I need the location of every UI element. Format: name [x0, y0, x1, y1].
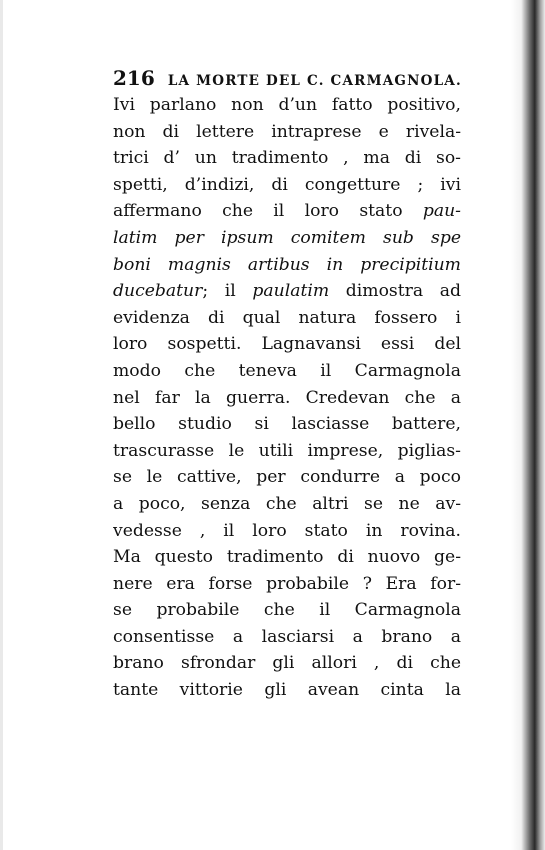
body-text — [113, 92, 461, 704]
text-segment: Ivi parlano non d’un fatto positivo, — [113, 95, 461, 115]
text-line — [113, 252, 461, 279]
text-line — [113, 225, 461, 252]
text-line — [113, 518, 461, 545]
text-segment: tante vittorie gli avean cinta la — [113, 680, 461, 701]
italic-text: paulatim — [252, 281, 330, 302]
text-segment: ; il — [202, 281, 253, 302]
italic-text: pau- — [422, 201, 461, 222]
text-line — [113, 597, 461, 624]
text-segment: evidenza di qual natura fossero i — [113, 307, 461, 328]
text-segment: bello studio si lasciasse battere, — [113, 414, 461, 435]
text-segment: affermano che il loro stato — [113, 201, 423, 222]
text-line — [113, 650, 461, 677]
text-line — [113, 198, 461, 225]
text-segment: se probabile che il Carmagnola — [113, 600, 461, 621]
text-segment: trascurasse le utili imprese, piglias- — [113, 440, 461, 461]
text-line — [113, 438, 461, 465]
page-left-edge — [0, 0, 3, 850]
text-segment: modo che teneva il Carmagnola — [113, 360, 461, 381]
text-line — [113, 305, 461, 332]
text-segment: brano sfrondar gli allori , di che — [113, 653, 461, 674]
running-header — [113, 66, 473, 92]
running-title: LA MORTE DEL C. CARMAGNOLA. — [167, 73, 462, 89]
text-segment: se le cattive, per condurre a poco — [113, 467, 461, 488]
text-segment: nel far la guerra. Credevan che a — [113, 387, 461, 408]
text-segment: nere era forse probabile ? Era for- — [113, 573, 461, 594]
text-segment: spetti, d’indizi, di congetture ; ivi — [113, 174, 461, 195]
text-line — [113, 411, 461, 438]
text-segment: dimostra ad — [329, 281, 461, 302]
text-line — [113, 92, 461, 119]
text-line — [113, 331, 461, 358]
text-line — [113, 385, 461, 412]
text-segment: trici d’ un tradimento , ma di so- — [113, 148, 461, 169]
italic-text: ducebatur — [113, 281, 203, 302]
text-line — [113, 544, 461, 571]
text-line — [113, 624, 461, 651]
text-line — [113, 571, 461, 598]
book-spine-shadow — [511, 0, 545, 850]
page-number: 216 — [113, 66, 155, 90]
text-line — [113, 491, 461, 518]
text-segment: a poco, senza che altri se ne av- — [113, 493, 461, 514]
text-segment: non di lettere intraprese e rivela- — [113, 121, 461, 142]
text-line — [113, 358, 461, 385]
text-line — [113, 677, 461, 704]
text-line — [113, 172, 461, 199]
text-segment: consentisse a lasciarsi a brano a — [113, 626, 461, 647]
text-line — [113, 464, 461, 491]
text-segment: loro sospetti. Lagnavansi essi del — [113, 334, 461, 355]
italic-text: boni magnis artibus in precipitium — [113, 254, 461, 275]
text-line — [113, 278, 461, 305]
text-segment: vedesse , il loro stato in rovina. — [113, 520, 461, 541]
text-line — [113, 119, 461, 146]
text-segment: Ma questo tradimento di nuovo ge- — [113, 547, 461, 568]
italic-text: latim per ipsum comitem sub spe — [113, 227, 461, 248]
text-line — [113, 145, 461, 172]
